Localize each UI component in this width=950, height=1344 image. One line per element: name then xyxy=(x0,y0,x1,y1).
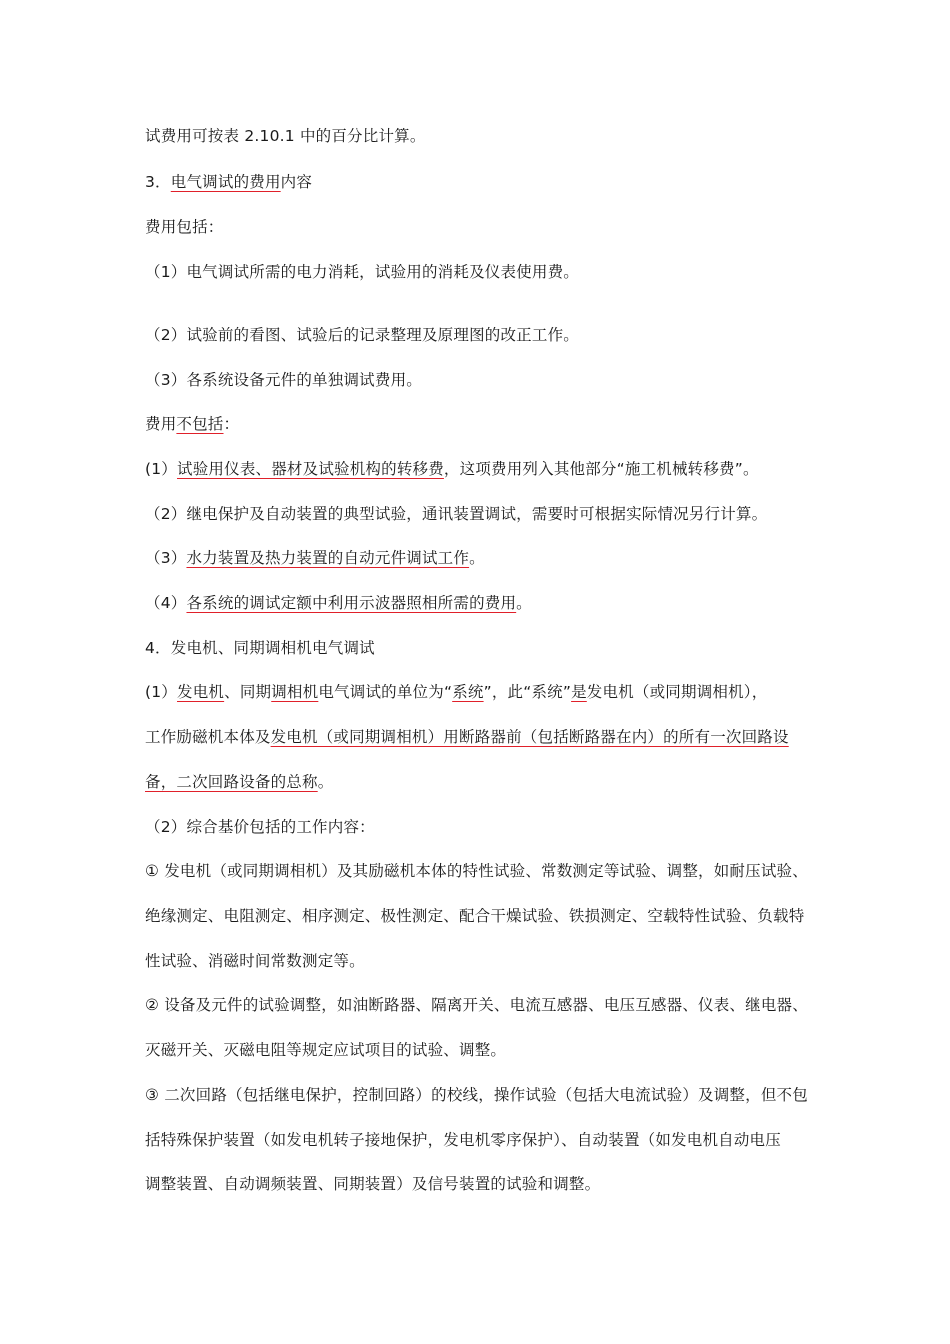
list-item: （3）水力装置及热力装置的自动元件调试工作。 xyxy=(145,549,485,567)
underlined-text: 各系统的调试定额中利用示波器照相所需的费用 xyxy=(186,594,517,612)
list-item: （1）电气调试所需的电力消耗，试验用的消耗及仪表使用费。 xyxy=(145,263,579,281)
underlined-text: 不包括 xyxy=(176,415,224,433)
section-heading: 4．发电机、同期调相机电气调试 xyxy=(145,639,375,657)
list-item: （4）各系统的调试定额中利用示波器照相所需的费用。 xyxy=(145,594,532,612)
list-item: (1）发电机、同期调相机电气调试的单位为“系统”，此“系统”是发电机（或同期调相机）， xyxy=(145,683,768,701)
list-item: （2）继电保护及自动装置的典型试验，通讯装置调试，需要时可根据实际情况另行计算。 xyxy=(145,505,768,523)
list-item: (1）试验用仪表、器材及试验机构的转移费，这项费用列入其他部分“施工机械转移费”。 xyxy=(145,460,759,478)
underlined-text: 试验用仪表、器材及试验机构的转移费 xyxy=(177,460,444,478)
text-line: ② 设备及元件的试验调整，如油断路器、隔离开关、电流互感器、电压互感器、仪表、继电器、 xyxy=(145,996,808,1014)
underlined-text: 备，二次回路设备的总称 xyxy=(145,773,318,791)
underlined-text: 发电机 xyxy=(177,683,225,701)
underlined-text: 调相机 xyxy=(271,683,319,701)
underlined-text: 是 xyxy=(571,683,587,701)
underlined-text: 电气调试的费用 xyxy=(170,173,281,191)
underlined-text: 系统 xyxy=(452,683,484,701)
text-line: 备，二次回路设备的总称。 xyxy=(145,773,334,791)
text-line: 括特殊保护装置（如发电机转子接地保护，发电机零序保护）、自动装置（如发电机自动电压 xyxy=(145,1131,781,1149)
list-item: （3）各系统设备元件的单独调试费用。 xyxy=(145,371,422,389)
section-heading: 3．电气调试的费用内容 xyxy=(145,173,313,191)
text-line: 灭磁开关、灭磁电阻等规定应试项目的试验、调整。 xyxy=(145,1041,507,1059)
underlined-text: 水力装置及热力装置的自动元件调试工作 xyxy=(186,549,470,567)
text-line: 调整装置、自动调频装置、同期装置）及信号装置的试验和调整。 xyxy=(145,1175,601,1193)
underlined-text: 发电机（或同期调相机）用断路器前（包括断路器在内）的所有一次回路设 xyxy=(270,728,789,746)
text-line: 绝缘测定、电阻测定、相序测定、极性测定、配合干燥试验、铁损测定、空载特性试验、负载特 xyxy=(145,907,805,925)
text-line: ① 发电机（或同期调相机）及其励磁机本体的特性试验、常数测定等试验、调整，如耐压试验、 xyxy=(145,862,808,880)
text-line: 性试验、消磁时间常数测定等。 xyxy=(145,952,365,970)
text-line: 工作励磁机本体及发电机（或同期调相机）用断路器前（包括断路器在内）的所有一次回路设 xyxy=(145,728,789,746)
list-item: （2）试验前的看图、试验后的记录整理及原理图的改正工作。 xyxy=(145,326,579,344)
text-line: 试费用可按表 2.10.1 中的百分比计算。 xyxy=(145,127,426,145)
list-item: （2）综合基价包括的工作内容： xyxy=(145,818,375,836)
text-line: 费用不包括： xyxy=(145,415,240,433)
text-line: ③ 二次回路（包括继电保护，控制回路）的校线，操作试验（包括大电流试验）及调整，但不包 xyxy=(145,1086,808,1104)
text-line: 费用包括： xyxy=(145,218,224,236)
